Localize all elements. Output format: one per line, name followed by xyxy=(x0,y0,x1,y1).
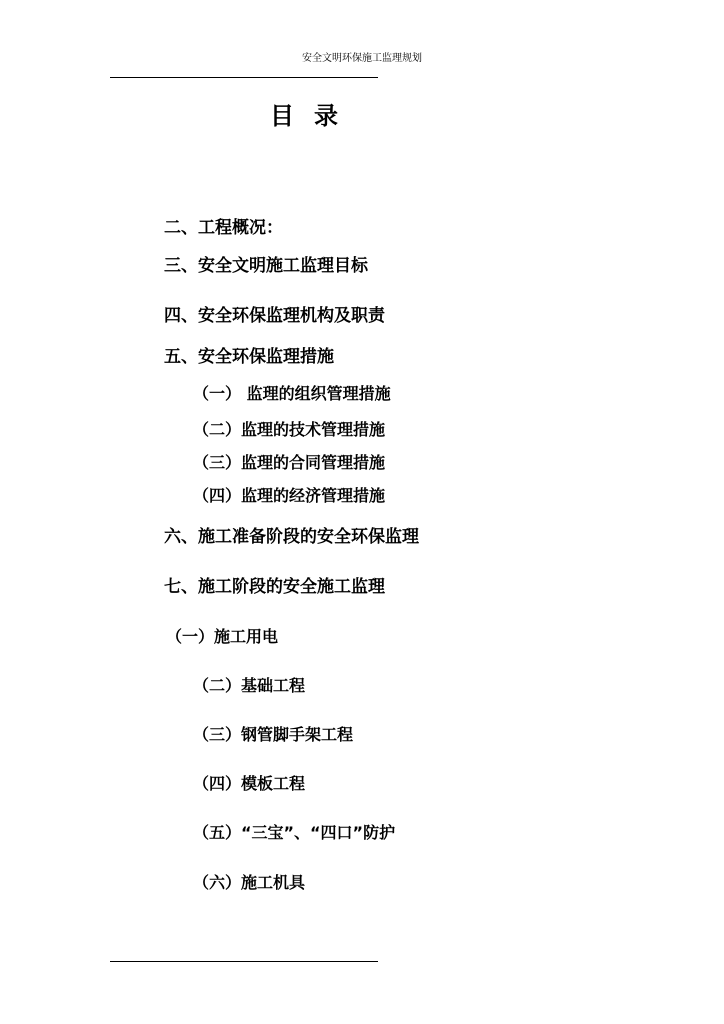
toc-entry-section-3: 三、安全文明施工监理目标 xyxy=(164,256,368,276)
toc-entry-section-5-2: （二）监理的技术管理措施 xyxy=(193,420,386,439)
running-header-title: 安全文明环保施工监理规划 xyxy=(302,53,422,64)
toc-entry-section-7-6: （六）施工机具 xyxy=(193,873,306,892)
toc-entry-section-4: 四、安全环保监理机构及职责 xyxy=(164,306,385,326)
toc-entry-section-2: 二、工程概况： xyxy=(164,218,283,238)
toc-entry-section-5-1: （一） 监理的组织管理措施 xyxy=(193,384,391,403)
toc-entry-section-7-3: （三）钢管脚手架工程 xyxy=(193,725,354,744)
toc-entry-section-7-4: （四）模板工程 xyxy=(193,774,306,793)
toc-entry-section-5-3: （三）监理的合同管理措施 xyxy=(193,453,386,472)
footer-rule xyxy=(110,961,378,962)
toc-entry-section-7-2: （二）基础工程 xyxy=(193,676,306,695)
header-rule xyxy=(110,77,378,78)
toc-entry-section-5: 五、安全环保监理措施 xyxy=(164,347,334,367)
toc-entry-section-5-4: （四）监理的经济管理措施 xyxy=(193,486,386,505)
toc-entry-section-6: 六、施工准备阶段的安全环保监理 xyxy=(164,527,419,547)
toc-title: 目录 xyxy=(270,102,358,130)
toc-entry-section-7: 七、施工阶段的安全施工监理 xyxy=(164,577,385,597)
toc-entry-section-7-5: （五）“三宝”、“四口”防护 xyxy=(193,823,396,842)
toc-entry-section-7-1: （一）施工用电 xyxy=(166,627,279,646)
